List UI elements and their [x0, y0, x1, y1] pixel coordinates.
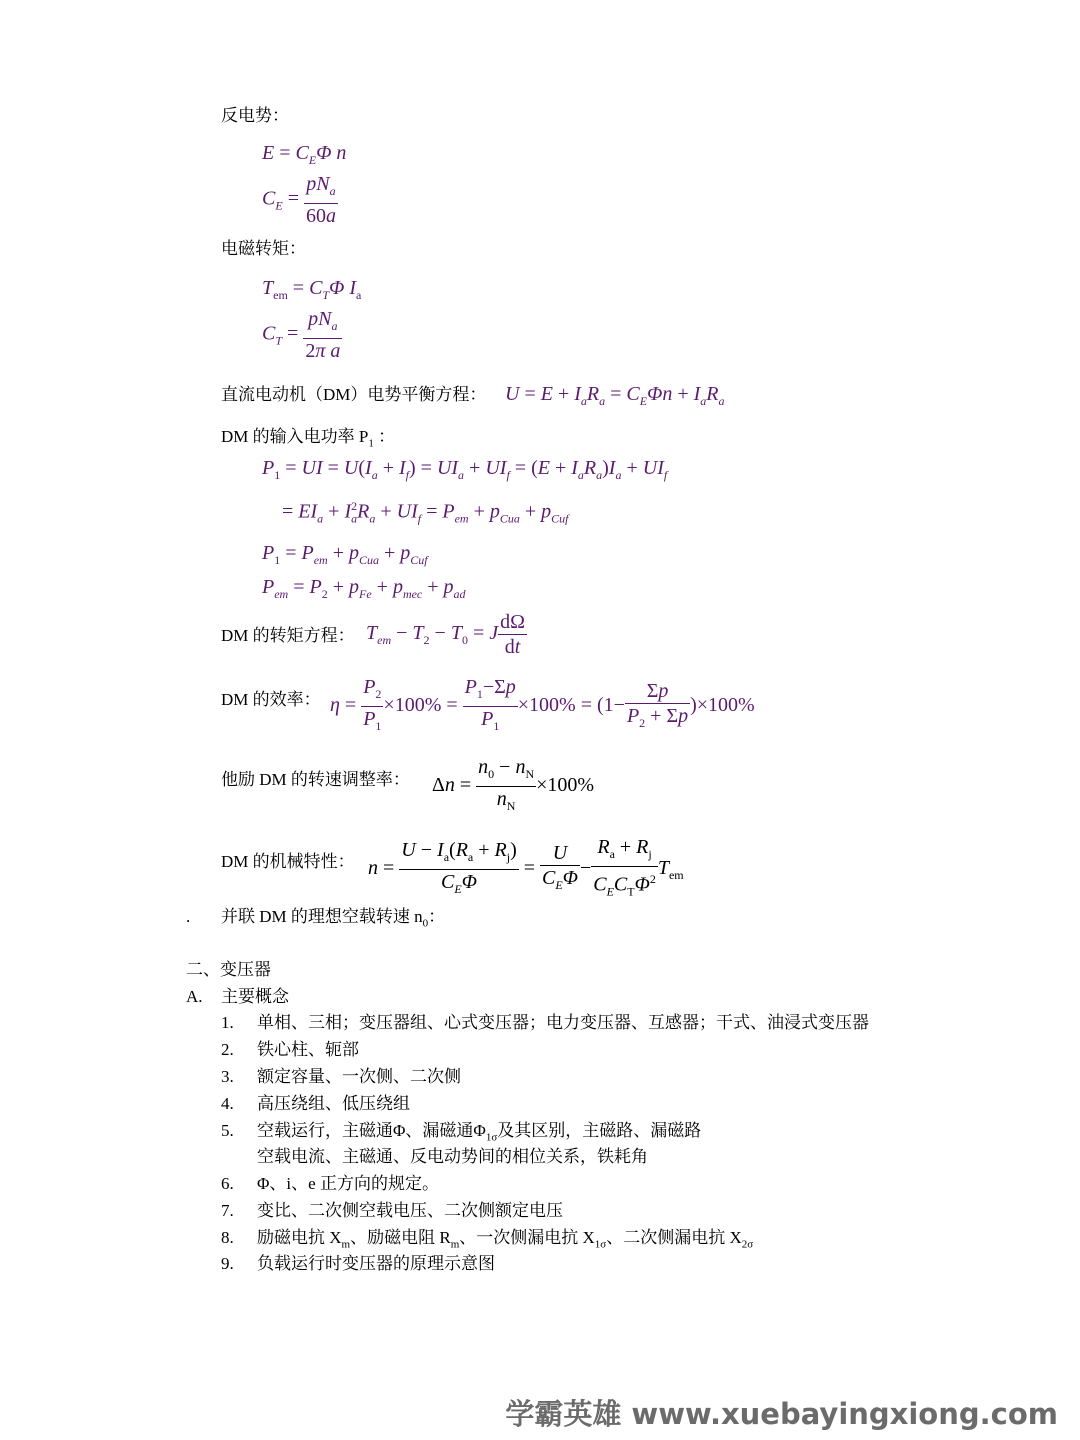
equation-pem: $P_{em} = P_2 + p_{Fe} + p_{mec} + p_{ad}$ [262, 576, 466, 601]
heading-back-emf: 反电势： [221, 106, 289, 125]
equation-p1: $P_1 = P_{em} + p_{Cua} + p_{Cuf}$ [262, 542, 428, 567]
heading-dm-eff: DM 的效率： [221, 690, 321, 709]
subsection-title: 主要概念 [221, 987, 289, 1006]
list-item: 1. 单相、三相；变压器组、心式变压器；电力变压器、互感器；干式、油浸式变压器 [221, 1013, 869, 1032]
heading-shunt: 并联 DM 的理想空载转速 $n_0$： [221, 907, 446, 930]
heading-em-torque: 电磁转矩： [221, 239, 306, 258]
heading-dm-input: DM 的输入电功率 $P_1$ ： [221, 427, 396, 450]
heading-dm-speed-reg: 他励 DM 的转速调整率： [221, 770, 410, 789]
equation-efficiency: η = $\frac{P_2}{P_1}$ ×100% = $\frac{P_1-\Sigma p}{P_1}$ ×100% = (1− $\frac{\Sigma p}{P_2 + \Sigma p}$ )×100% [330, 676, 755, 733]
list-item: 3. 额定容量、一次侧、二次侧 [221, 1067, 461, 1086]
list-item: 5. 空载运行，主磁通Φ、漏磁通$\Phi_{1\sigma}$及其区别，主磁路、漏磁路 [221, 1121, 702, 1144]
list-item: 6. Φ、i、e 正方向的规定。 [221, 1174, 439, 1193]
equation-back-emf: $E = C_E\Phi$ n [262, 142, 347, 167]
list-item: 7. 变比、二次侧空载电压、二次侧额定电压 [221, 1201, 563, 1220]
equation-em-torque: $T_{em} = C_T\Phi$ $I_a$ [262, 277, 362, 302]
bullet-shunt: . [186, 907, 191, 926]
subsection-letter: A. [186, 987, 203, 1006]
section-title-transformer: 二、变压器 [186, 960, 271, 979]
equation-voltage-balance: $U = E + I_aR_a = C_E\Phi n + I_aR_a$ [505, 383, 725, 408]
list-item: 9. 负载运行时变压器的原理示意图 [221, 1254, 495, 1273]
equation-mechanical: n = $\frac{U - I_a(R_a + R_j)}{C_E\Phi}$ = $\frac{U}{C_E\Phi}$ − $\frac{R_a + R_j}{C_EC_T\Phi^2}$ $T_{em}$ [368, 836, 684, 899]
list-item: 空载电流、主磁通、反电动势间的相位关系，铁耗角 [257, 1147, 648, 1166]
equation-input-power-1: $P_1$ = UI = $U(I_a + I_f) = UI_a + UI_f = (E + I_aR_a)I_a + UI_f$ [262, 457, 668, 482]
footer-watermark: 学霸英雄 www.xuebayingxiong.com [505, 1397, 1058, 1431]
list-item: 2. 铁心柱、轭部 [221, 1040, 359, 1059]
heading-dm-balance: 直流电动机（DM）电势平衡方程： [221, 385, 487, 404]
heading-dm-mech: DM 的机械特性： [221, 852, 355, 871]
list-item: 8. 励磁电抗 $X_m$、励磁电阻 $R_m$、一次侧漏电抗 $X_{1\sigma}$、二次侧漏电抗 $X_{2\sigma}$ [221, 1228, 754, 1251]
equation-speed-regulation: Δn = $\frac{n_0 - n_N}{n_N}$ ×100% [432, 756, 595, 813]
equation-torque-balance: $T_{em} - T_2 - T_0 = J$ $\frac{d\Omega}{dt}$ [366, 611, 525, 658]
equation-ct: $C_T$ = $\frac{pN_a}{\text{2π a}}$ [262, 308, 341, 362]
equation-input-power-2: = $EI_a + I_a^2R_a + UI_f = P_{em} + p_{Cua} + p_{Cuf}$ [282, 499, 569, 526]
heading-dm-torque-eq: DM 的转矩方程： [221, 626, 355, 645]
list-item: 4. 高压绕组、低压绕组 [221, 1094, 410, 1113]
equation-ce: $C_E$ = $\frac{pN_a}{60a}$ [262, 173, 336, 227]
